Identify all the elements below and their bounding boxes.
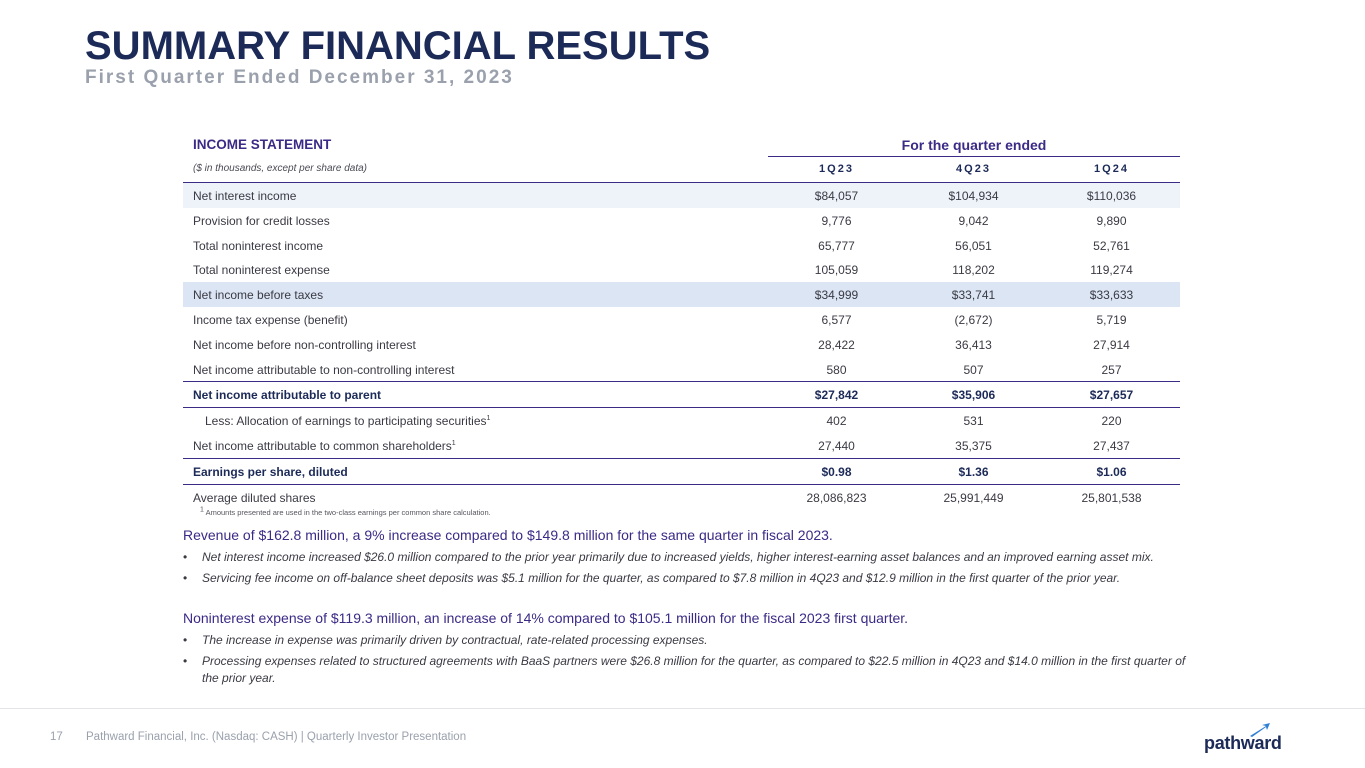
row-value: 580 xyxy=(826,362,847,377)
expense-heading: Noninterest expense of $119.3 million, an increase of 14% compared to $105.1 million for the fiscal 2023 first quarter. xyxy=(183,610,909,626)
table-row xyxy=(183,208,1180,233)
bullet-icon: • xyxy=(183,571,188,585)
row-value: $110,036 xyxy=(1086,189,1137,203)
list-item: • Net interest income increased $26.0 million compared to the prior year primarily due to increased yields, higher interest-earning asset balances and an improved earning asset mix. xyxy=(183,550,1154,564)
row-value: $33,633 xyxy=(1089,288,1134,303)
period-header: For the quarter ended xyxy=(901,137,1047,153)
table-row xyxy=(183,357,1180,382)
row-label: Average diluted shares xyxy=(193,490,316,505)
footer-divider xyxy=(0,708,1365,709)
table-row xyxy=(183,485,1180,510)
row-label-with-footnote: Net income attributable to common shareholders$^1$ xyxy=(193,438,456,453)
row-label: Net income attributable to parent xyxy=(193,388,382,403)
column-header-row xyxy=(183,157,1180,183)
row-value: 25,801,538 xyxy=(1081,490,1142,505)
footer xyxy=(50,731,466,743)
row-value: $34,999 xyxy=(814,288,859,303)
table-row xyxy=(183,433,1180,459)
row-value: 507 xyxy=(963,362,984,377)
table-footnote: $^1$ Amounts presented are used in the two-class earnings per common share calculation. xyxy=(200,506,491,517)
expense-commentary xyxy=(183,610,1193,691)
row-value: (2,672) xyxy=(954,312,993,327)
footer-text: Pathward Financial, Inc. (Nasdaq: CASH) | Quarterly Investor Presentation xyxy=(86,731,467,743)
row-value: 65,777 xyxy=(818,238,855,253)
row-value: 6,577 xyxy=(821,312,852,327)
bullet-icon: • xyxy=(183,633,188,647)
revenue-heading: Revenue of $162.8 million, a 9% increase compared to $149.8 million for the same quarter in fiscal 2023. xyxy=(183,527,833,543)
table-row xyxy=(183,307,1180,332)
row-value: 36,413 xyxy=(955,337,992,352)
row-value: 220 xyxy=(1101,414,1122,429)
row-label-with-footnote: Less: Allocation of earnings to participating securities$^1$ xyxy=(205,414,491,429)
revenue-commentary xyxy=(183,527,1193,591)
row-value: $35,906 xyxy=(951,388,996,403)
row-value: 9,890 xyxy=(1096,213,1127,228)
row-value: $0.98 xyxy=(821,464,852,479)
table-row xyxy=(183,282,1180,307)
page-title: SUMMARY FINANCIAL RESULTS xyxy=(85,24,711,68)
row-value: $33,741 xyxy=(951,288,996,303)
table-header-row xyxy=(183,131,1180,157)
list-item: • Processing expenses related to structured agreements with BaaS partners were $26.8 million for the quarter, as compared to $22.5 million in 4Q23 and $14.0 million in the first quarter of the prior year. xyxy=(183,654,1186,685)
table-row xyxy=(183,408,1180,433)
row-value: 402 xyxy=(826,414,847,429)
row-value: 9,776 xyxy=(821,213,852,228)
list-item: • Servicing fee income on off-balance sheet deposits was $5.1 million for the quarter, as compared to $7.8 million in 4Q23 and $12.9 million in the first quarter of the prior year. xyxy=(183,571,1121,585)
table-row-eps xyxy=(183,459,1180,485)
row-value: $1.06 xyxy=(1096,464,1127,479)
row-label: Net income before non-controlling interest xyxy=(193,337,416,352)
bullet-icon: • xyxy=(183,654,188,668)
row-value: $27,657 xyxy=(1089,388,1134,403)
row-value: 28,086,823 xyxy=(806,490,867,505)
logo-text: pathward xyxy=(1204,733,1282,753)
row-value: 52,761 xyxy=(1093,238,1130,253)
column-header-4q23: 4Q23 xyxy=(956,163,991,175)
row-value: 105,059 xyxy=(814,263,859,278)
row-value: 119,274 xyxy=(1090,263,1133,278)
row-value: 56,051 xyxy=(955,238,992,253)
row-label: Total noninterest expense xyxy=(193,263,330,278)
column-header-1q23: 1Q23 xyxy=(819,163,854,175)
row-label: Income tax expense (benefit) xyxy=(193,312,348,327)
bullet-icon: • xyxy=(183,550,188,564)
column-header-1q24: 1Q24 xyxy=(1094,163,1129,175)
row-value: 257 xyxy=(1101,362,1122,377)
row-value: 35,375 xyxy=(955,438,992,453)
table-section-title: INCOME STATEMENT xyxy=(193,137,332,152)
row-value: 28,422 xyxy=(818,337,855,352)
row-label: Net interest income xyxy=(193,189,297,203)
page-subtitle: First Quarter Ended December 31, 2023 xyxy=(85,67,514,88)
row-value: 5,719 xyxy=(1096,312,1127,327)
table-row xyxy=(183,233,1180,258)
row-value: 27,914 xyxy=(1093,337,1130,352)
income-statement-table xyxy=(183,131,1180,509)
revenue-bullet-list xyxy=(183,549,1193,587)
row-label: Net income before taxes xyxy=(193,288,324,303)
row-label: Earnings per share, diluted xyxy=(193,464,348,479)
footnote-marker: 1 xyxy=(486,415,491,423)
row-value: 27,437 xyxy=(1093,438,1130,453)
row-value: $1.36 xyxy=(958,464,989,479)
row-value: 531 xyxy=(963,414,984,429)
table-row-total xyxy=(183,381,1180,408)
row-label: Net income attributable to non-controlling interest xyxy=(193,362,455,377)
row-value: 118,202 xyxy=(952,263,995,278)
units-note: ($ in thousands, except per share data) xyxy=(193,163,367,174)
row-label: Total noninterest income xyxy=(193,238,324,253)
pathward-logo xyxy=(1204,722,1294,754)
list-item: • The increase in expense was primarily driven by contractual, rate-related processing expenses. xyxy=(183,633,708,647)
row-value: $104,934 xyxy=(948,189,999,203)
table-row xyxy=(183,332,1180,357)
expense-bullet-list xyxy=(183,632,1193,687)
table-row xyxy=(183,183,1180,208)
row-value: 25,991,449 xyxy=(943,490,1004,505)
row-value: 9,042 xyxy=(958,213,989,228)
row-label: Provision for credit losses xyxy=(193,213,330,228)
table-row xyxy=(183,257,1180,282)
page-number: 17 xyxy=(50,731,63,743)
footnote-marker: 1 xyxy=(451,439,456,447)
row-value: $27,842 xyxy=(814,388,859,403)
row-value: 27,440 xyxy=(818,438,855,453)
row-value: $84,057 xyxy=(814,189,859,203)
